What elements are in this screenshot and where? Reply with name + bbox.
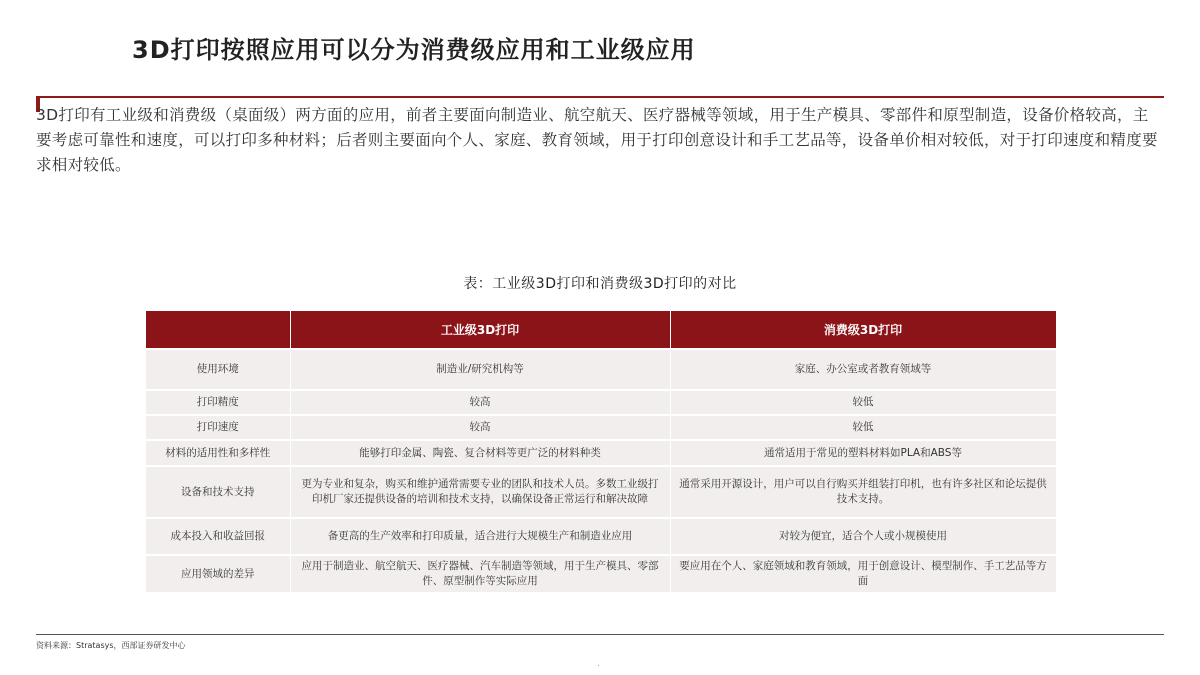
- consumer-cell: 家庭、办公室或者教育领域等: [670, 349, 1056, 390]
- header-cell-corner: [146, 311, 290, 349]
- consumer-cell: 较低: [670, 390, 1056, 415]
- table-row: [146, 466, 1056, 518]
- row-label: 打印速度: [146, 415, 290, 440]
- footer-divider: [36, 634, 1164, 635]
- consumer-cell: 要应用在个人、家庭领域和教育领域，用于创意设计、模型制作、手工艺品等方面: [670, 555, 1056, 592]
- industrial-cell: 制造业/研究机构等: [290, 349, 670, 390]
- industrial-cell: 较高: [290, 390, 670, 415]
- row-label: 设备和技术支持: [146, 466, 290, 518]
- row-label: 应用领域的差异: [146, 555, 290, 592]
- source-note: 资料来源：Stratasys，西部证券研发中心: [36, 641, 186, 650]
- consumer-cell: 通常适用于常见的塑料材料如PLA和ABS等: [670, 440, 1056, 466]
- intro-paragraph: 3D打印有工业级和消费级（桌面级）两方面的应用，前者主要面向制造业、航空航天、医疗器械等领域，用于生产模具、零部件和原型制造，设备价格较高，主要考虑可靠性和速度，可以打印多种材料；后者则主要面向个人、家庭、教育领域，用于打印创意设计和手工艺品等，设备单价相对较低，对于打印速度和精度要求相对较低。: [36, 106, 1158, 174]
- table-row: [146, 555, 1056, 592]
- table-header-row: [146, 311, 1056, 349]
- header-cell-consumer: 消费级3D打印: [670, 311, 1056, 349]
- consumer-cell: 对较为便宜，适合个人或小规模使用: [670, 518, 1056, 555]
- table-row: [146, 518, 1056, 555]
- row-label: 成本投入和收益回报: [146, 518, 290, 555]
- table-row: [146, 440, 1056, 466]
- page-marker: ·: [597, 661, 601, 672]
- industrial-cell: 应用于制造业、航空航天、医疗器械、汽车制造等领域，用于生产模具、零部件、原型制作等实际应用: [290, 555, 670, 592]
- comparison-table: [146, 311, 1057, 592]
- table-caption: 表：工业级3D打印和消费级3D打印的对比: [463, 276, 737, 292]
- industrial-cell: 备更高的生产效率和打印质量，适合进行大规模生产和制造业应用: [290, 518, 670, 555]
- table-row: [146, 349, 1056, 390]
- slide-title: 3D打印按照应用可以分为消费级应用和工业级应用: [132, 36, 696, 64]
- consumer-cell: 较低: [670, 415, 1056, 440]
- table-row: [146, 415, 1056, 440]
- industrial-cell: 能够打印金属、陶瓷、复合材料等更广泛的材料种类: [290, 440, 670, 466]
- consumer-cell: 通常采用开源设计，用户可以自行购买并组装打印机，也有许多社区和论坛提供技术支持。: [670, 466, 1056, 518]
- header-cell-industrial: 工业级3D打印: [290, 311, 670, 349]
- row-label: 使用环境: [146, 349, 290, 390]
- title-divider: [36, 96, 1164, 98]
- row-label: 材料的适用性和多样性: [146, 440, 290, 466]
- table-row: [146, 390, 1056, 415]
- industrial-cell: 更为专业和复杂，购买和维护通常需要专业的团队和技术人员。多数工业级打印机厂家还提供设备的培训和技术支持，以确保设备正常运行和解决故障: [290, 466, 670, 518]
- row-label: 打印精度: [146, 390, 290, 415]
- industrial-cell: 较高: [290, 415, 670, 440]
